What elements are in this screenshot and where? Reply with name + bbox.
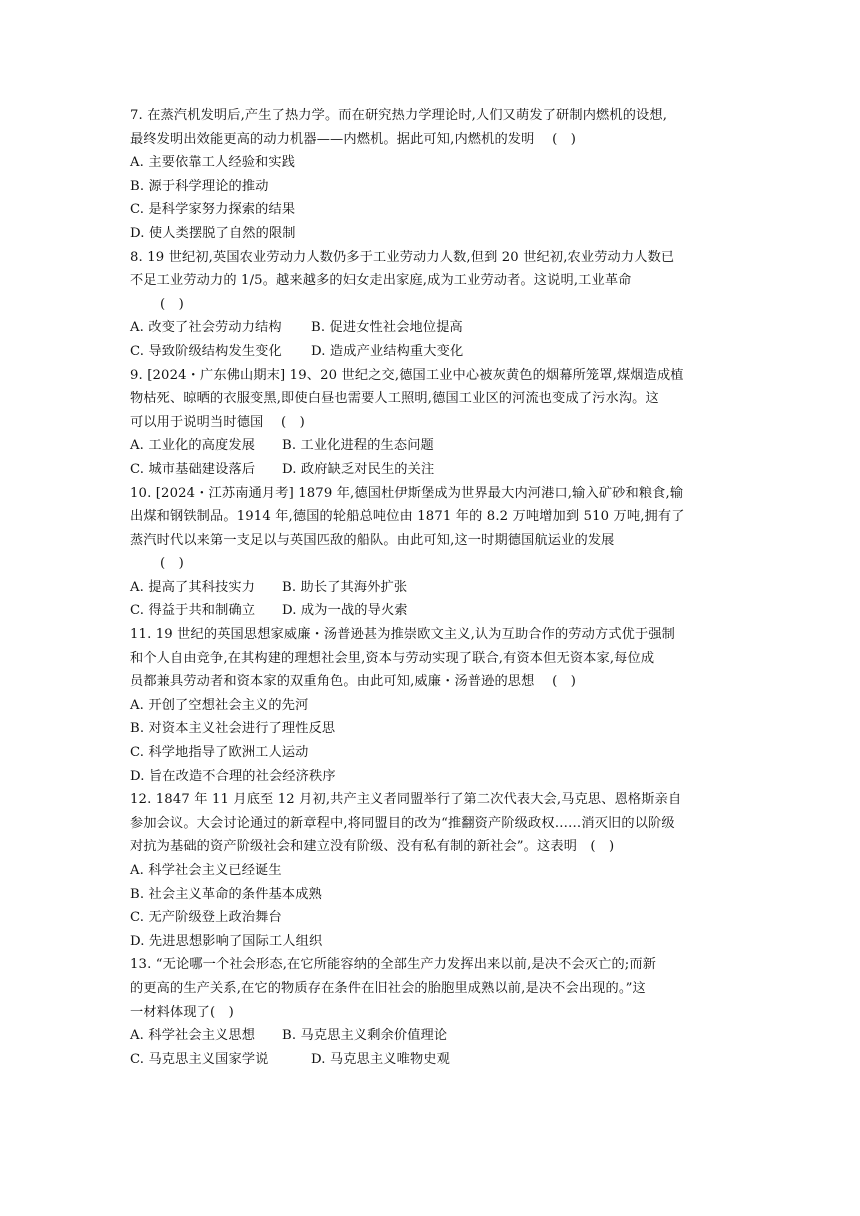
question-9-option-b: B. 工业化进程的生态问题 [282, 438, 434, 454]
question-8-stem-line: 8. 19 世纪初,英国农业劳动力人数仍多于工业劳动力人数,但到 20 世纪初,农业劳动力人数已 [130, 249, 675, 265]
question-9-stem-line: 可以用于说明当时德国 ( ) [130, 414, 305, 430]
question-10-answer-bracket: ( ) [160, 556, 184, 572]
question-9-option-d: D. 政府缺乏对民生的关注 [282, 461, 435, 477]
question-11-option-b: B. 对资本主义社会进行了理性反思 [130, 721, 336, 737]
question-11-stem-line: 员都兼具劳动者和资本家的双重角色。由此可知,威廉・汤普逊的思想 ( ) [130, 674, 577, 690]
question-13-options-row [130, 1024, 735, 1048]
question-10-options-row [130, 599, 735, 623]
question-7-stem-line: 7. 在蒸汽机发明后,产生了热力学。而在研究热力学理论时,人们又萌发了研制内燃机的设想, [130, 108, 668, 123]
question-10-stem-line: 10. [2024・江苏南通月考] 1879 年,德国杜伊斯堡成为世界最大内河港口,输入矿砂和粮食,输 [130, 485, 684, 501]
question-13-option-b: B. 马克思主义剩余价值理论 [282, 1028, 448, 1044]
question-8-options-row [130, 316, 735, 340]
question-9-option-a: A. 工业化的高度发展 [130, 438, 256, 454]
question-13-option-d: D. 马克思主义唯物史观 [311, 1051, 450, 1067]
question-8-stem-line: 不足工业劳动力的 1/5。越来越多的妇女走出家庭,成为工业劳动者。这说明,工业革命 [130, 273, 632, 289]
question-13-stem-line: 一材料体现了( ) [130, 1004, 234, 1020]
question-9-options-row [130, 458, 735, 482]
question-13-options-row [130, 1048, 735, 1072]
question-11-option-d: D. 旨在改造不合理的社会经济秩序 [130, 768, 336, 784]
question-10-stem-line: 蒸汽时代以来第一支足以与英国匹敌的船队。由此可知,这一时期德国航运业的发展 [130, 532, 615, 548]
question-12-option-a: A. 科学社会主义已经诞生 [130, 863, 282, 878]
question-page [130, 104, 735, 1071]
question-7 [130, 104, 735, 246]
question-7-option-b: B. 源于科学理论的推动 [130, 178, 269, 194]
question-13 [130, 953, 735, 1071]
question-11-stem-line: 11. 19 世纪的英国思想家威廉・汤普逊甚为推崇欧文主义,认为互助合作的劳动方式优于强制 [130, 627, 676, 643]
question-10-options-row [130, 576, 735, 600]
question-7-stem-line: 最终发明出效能更高的动力机器——内燃机。据此可知,内燃机的发明 ( ) [130, 131, 577, 147]
question-12 [130, 788, 735, 953]
question-8-option-d: D. 造成产业结构重大变化 [311, 343, 464, 359]
question-12-stem-line: 参加会议。大会讨论通过的新章程中,将同盟目的改为“推翻资产阶级政权……消灭旧的以阶级 [130, 815, 675, 831]
question-11 [130, 623, 735, 788]
question-9-option-c: C. 城市基础建设落后 [130, 461, 256, 477]
question-13-stem-line: 的更高的生产关系,在它的物质存在条件在旧社会的胎胞里成熟以前,是决不会出现的。”这 [130, 980, 646, 996]
question-9 [130, 364, 735, 482]
question-8-answer-bracket: ( ) [160, 296, 184, 312]
question-9-options-row [130, 434, 735, 458]
question-8-option-c: C. 导致阶级结构发生变化 [130, 343, 282, 359]
question-10-option-c: C. 得益于共和制确立 [130, 603, 256, 619]
question-12-option-b: B. 社会主义革命的条件基本成熟 [130, 886, 322, 902]
question-7-option-c: C. 是科学家努力探索的结果 [130, 202, 296, 218]
question-10 [130, 482, 735, 624]
question-10-option-b: B. 助长了其海外扩张 [282, 579, 408, 595]
question-10-option-a: A. 提高了其科技实力 [130, 579, 256, 595]
question-7-option-d: D. 使人类摆脱了自然的限制 [130, 225, 296, 241]
question-13-stem-line: 13. “无论哪一个社会形态,在它所能容纳的全部生产力发挥出来以前,是决不会灭亡的;而新 [130, 957, 657, 973]
question-12-stem-line: 对抗为基础的资产阶级社会和建立没有阶级、没有私有制的新社会”。这表明 ( ) [130, 839, 615, 855]
question-11-option-c: C. 科学地指导了欧洲工人运动 [130, 745, 309, 761]
question-7-option-a: A. 主要依靠工人经验和实践 [130, 155, 296, 171]
question-8 [130, 246, 735, 364]
question-8-option-b: B. 促进女性社会地位提高 [311, 320, 463, 336]
question-11-stem-line: 和个人自由竞争,在其构建的理想社会里,资本与劳动实现了联合,有资本但无资本家,每位成 [130, 650, 655, 666]
question-8-options-row [130, 340, 735, 364]
question-9-stem-line: 9. [2024・广东佛山期末] 19、20 世纪之交,德国工业中心被灰黄色的烟幕所笼罩,煤烟造成植 [130, 367, 684, 383]
question-12-option-d: D. 先进思想影响了国际工人组织 [130, 933, 323, 949]
question-12-stem-line: 12. 1847 年 11 月底至 12 月初,共产主义者同盟举行了第二次代表大会,马克思、恩格斯亲自 [130, 792, 682, 808]
question-10-stem-line: 出煤和钢铁制品。1914 年,德国的轮船总吨位由 1871 年的 8.2 万吨增加到 510 万吨,拥有了 [130, 509, 685, 525]
question-13-option-c: C. 马克思主义国家学说 [130, 1051, 269, 1067]
question-8-option-a: A. 改变了社会劳动力结构 [130, 320, 282, 336]
question-13-option-a: A. 科学社会主义思想 [130, 1028, 256, 1044]
question-9-stem-line: 物枯死、晾晒的衣服变黑,即使白昼也需要人工照明,德国工业区的河流也变成了污水沟。这 [130, 391, 659, 407]
question-11-option-a: A. 开创了空想社会主义的先河 [130, 697, 309, 713]
question-10-option-d: D. 成为一战的导火索 [282, 603, 408, 619]
question-12-option-c: C. 无产阶级登上政治舞台 [130, 910, 282, 926]
